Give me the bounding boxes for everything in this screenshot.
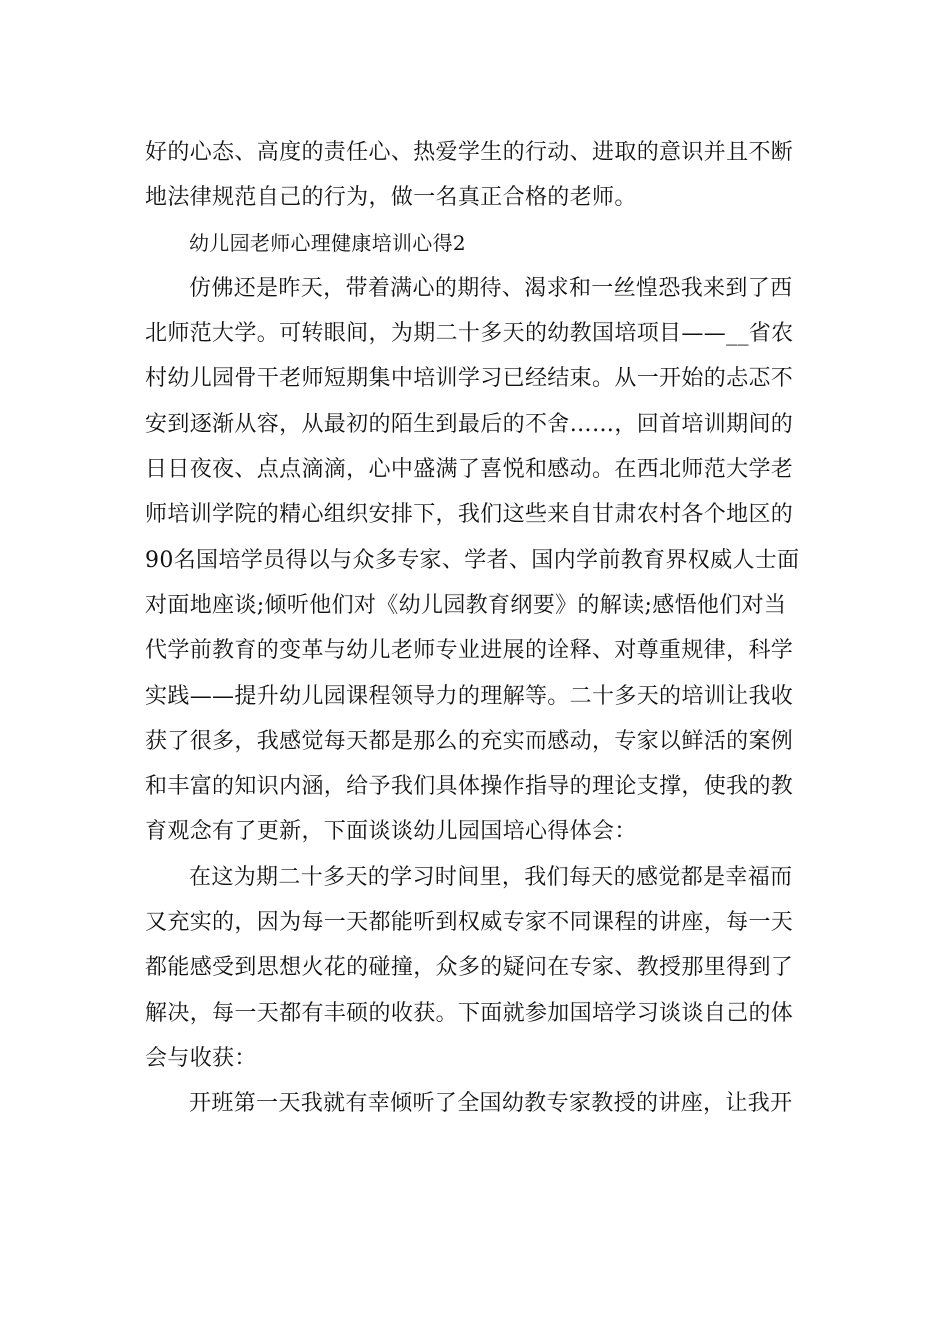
paragraph-first-line: 在这为期二十多天的学习时间里，我们每天的感觉都是幸福而 bbox=[189, 864, 793, 890]
text-line: 又充实的，因为每一天都能听到权威专家不同课程的讲座，每一天 bbox=[145, 910, 794, 936]
text-line: 北师范大学。可转眼间，为期二十多天的幼教国培项目——__省农 bbox=[145, 321, 794, 347]
text-line: 90名国培学员得以与众多专家、学者、国内学前教育界权威人士面 bbox=[145, 547, 800, 573]
section-heading: 幼儿园老师心理健康培训心得2 bbox=[189, 230, 466, 255]
text-line: 获了很多，我感觉每天都是那么的充实而感动，专家以鲜活的案例 bbox=[145, 728, 794, 754]
text-line: 日日夜夜、点点滴滴，心中盛满了喜悦和感动。在西北师范大学老 bbox=[145, 457, 794, 483]
text-line: 和丰富的知识内涵，给予我们具体操作指导的理论支撑，使我的教 bbox=[145, 774, 794, 800]
paragraph-first-line: 开班第一天我就有幸倾听了全国幼教专家教授的讲座，让我开 bbox=[189, 1091, 793, 1117]
text-line: 对面地座谈;倾听他们对《幼儿园教育纲要》的解读;感悟他们对当 bbox=[145, 592, 787, 618]
paragraph-first-line: 仿佛还是昨天，带着满心的期待、渴求和一丝惶恐我来到了西 bbox=[189, 275, 793, 301]
text-line: 安到逐渐从容，从最初的陌生到最后的不舍……，回首培训期间的 bbox=[145, 411, 794, 437]
document-body bbox=[145, 130, 810, 1127]
text-line: 师培训学院的精心组织安排下，我们这些来自甘肃农村各个地区的 bbox=[145, 502, 794, 528]
text-line: 解决，每一天都有丰硕的收获。下面就参加国培学习谈谈自己的体 bbox=[145, 1000, 794, 1026]
text-line: 会与收获： bbox=[145, 1045, 257, 1071]
text-line: 都能感受到思想火花的碰撞，众多的疑问在专家、教授那里得到了 bbox=[145, 955, 794, 981]
text-line: 育观念有了更新，下面谈谈幼儿园国培心得体会： bbox=[145, 819, 637, 845]
text-line: 地法律规范自己的行为，做一名真正合格的老师。 bbox=[145, 185, 637, 211]
text-line: 好的心态、高度的责任心、热爱学生的行动、进取的意识并且不断 bbox=[145, 140, 794, 165]
text-line: 村幼儿园骨干老师短期集中培训学习已经结束。从一开始的忐忑不 bbox=[145, 366, 794, 392]
text-line: 代学前教育的变革与幼儿老师专业进展的诠释、对尊重规律，科学 bbox=[145, 638, 794, 664]
text-line: 实践——提升幼儿园课程领导力的理解等。二十多天的培训让我收 bbox=[145, 683, 794, 709]
